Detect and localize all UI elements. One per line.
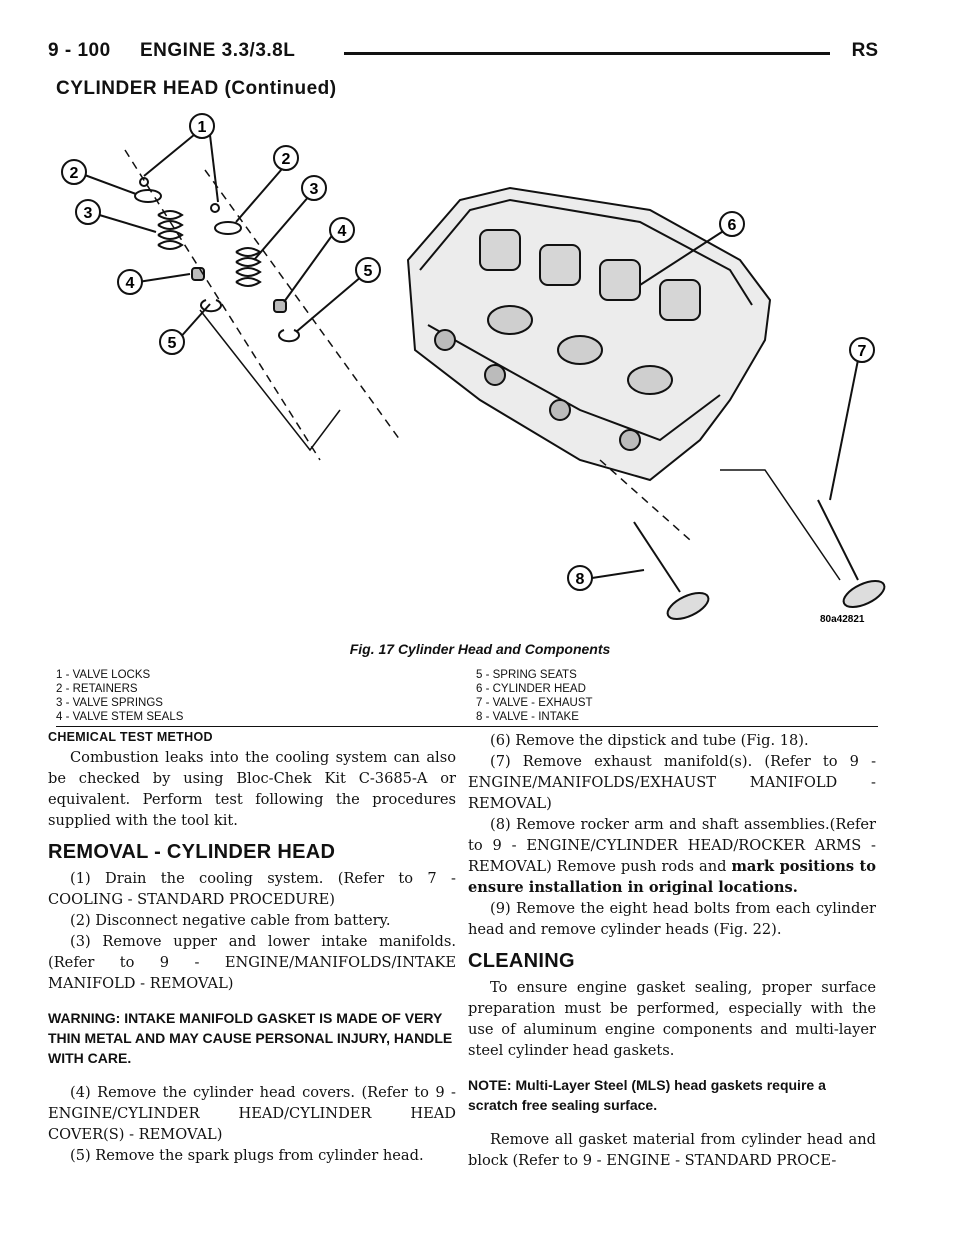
legend-item: 7 - VALVE - EXHAUST xyxy=(476,697,593,709)
legend-item: 3 - VALVE SPRINGS xyxy=(56,697,163,709)
svg-text:8: 8 xyxy=(575,571,585,588)
svg-text:6: 6 xyxy=(727,217,737,234)
step-4: (4) Remove the cylinder head covers. (Refer to 9 - ENGINE/CYLINDER HEAD/CYLINDER HEAD COVER(S) - REMOVAL) xyxy=(48,1084,456,1143)
header-rule xyxy=(344,52,830,55)
legend-item: 1 - VALVE LOCKS xyxy=(56,669,151,681)
callout-3b xyxy=(302,176,326,200)
left-column xyxy=(48,730,456,1166)
step-5: (5) Remove the spark plugs from cylinder head. xyxy=(70,1147,424,1164)
callout-8 xyxy=(568,566,592,590)
figure-code: 80a42821 xyxy=(820,614,865,625)
model-code: RS xyxy=(851,40,878,61)
callout-5b xyxy=(356,258,380,282)
valve-intake xyxy=(634,522,712,624)
right-column xyxy=(468,730,876,1171)
cylinder-head-illustration xyxy=(408,188,770,480)
svg-text:1: 1 xyxy=(197,119,207,136)
chemical-test-paragraph: Combustion leaks into the cooling system can also be checked by using Bloc-Chek Kit C-3685-A or equivalent. Perform test following the procedures supplied with the tool kit. xyxy=(48,749,456,829)
legend-right xyxy=(476,668,593,724)
callout-2a xyxy=(62,160,86,184)
step-7: (7) Remove exhaust manifold(s). (Refer to 9 - ENGINE/MANIFOLDS/EXHAUST MANIFOLD - REMOVAL) xyxy=(468,753,876,812)
callout-3a xyxy=(76,200,100,224)
cylinder-head-diagram xyxy=(40,110,890,630)
chemical-test-heading: CHEMICAL TEST METHOD xyxy=(48,730,213,744)
svg-text:4: 4 xyxy=(337,223,347,240)
legend-item: 2 - RETAINERS xyxy=(56,683,138,695)
warning-text: WARNING: INTAKE MANIFOLD GASKET IS MADE OF VERY THIN METAL AND MAY CAUSE PERSONAL INJURY, HANDLE WITH CARE. xyxy=(48,1010,453,1066)
removal-heading: REMOVAL - CYLINDER HEAD xyxy=(48,841,336,863)
callout-7 xyxy=(850,338,874,362)
gasket-removal-paragraph: Remove all gasket material from cylinder head and block (Refer to 9 - ENGINE - STANDARD PROCE- xyxy=(468,1131,876,1169)
step-2: (2) Disconnect negative cable from battery. xyxy=(70,912,391,929)
legend-item: 5 - SPRING SEATS xyxy=(476,669,577,681)
step-8 xyxy=(468,814,876,898)
step-9: (9) Remove the eight head bolts from each cylinder head and remove cylinder heads (Fig. 22). xyxy=(468,900,876,938)
svg-text:7: 7 xyxy=(857,343,867,360)
continued-heading: CYLINDER HEAD (Continued) xyxy=(56,78,337,99)
page-number: 9 - 100 xyxy=(48,40,111,61)
section-title: ENGINE 3.3/3.8L xyxy=(140,40,296,61)
step-8-emphasis: mark positions to ensure installation in original locations. xyxy=(468,858,877,896)
valve-exhaust xyxy=(818,500,888,612)
step-3: (3) Remove upper and lower intake manifolds. (Refer to 9 - ENGINE/MANIFOLDS/INTAKE MANIFOLD - REMOVAL) xyxy=(48,933,456,992)
cleaning-heading: CLEANING xyxy=(468,950,575,972)
figure-caption: Fig. 17 Cylinder Head and Components xyxy=(349,641,611,657)
page-header xyxy=(48,40,878,66)
callout-5a xyxy=(160,330,184,354)
cleaning-paragraph: To ensure engine gasket sealing, proper surface preparation must be performed, especially with the use of aluminum engine components and multi-layer steel cylinder head gaskets. xyxy=(468,979,876,1059)
callout-4a xyxy=(118,270,142,294)
legend-item: 4 - VALVE STEM SEALS xyxy=(56,711,184,723)
step-1: (1) Drain the cooling system. (Refer to 7 - COOLING - STANDARD PROCEDURE) xyxy=(48,870,456,908)
step-8-text: (8) Remove rocker arm and shaft assemblies.(Refer to 9 - ENGINE/CYLINDER HEAD/ROCKER ARMS - REMOVAL) Remove push rods and xyxy=(468,816,876,875)
legend-left xyxy=(56,668,183,724)
svg-text:5: 5 xyxy=(167,335,177,352)
callout-6 xyxy=(720,212,744,236)
callout-4b xyxy=(330,218,354,242)
valve-parts-left xyxy=(135,178,221,311)
legend-item: 6 - CYLINDER HEAD xyxy=(476,683,586,695)
note-text: NOTE: Multi-Layer Steel (MLS) head gaskets require a scratch free sealing surface. xyxy=(468,1077,826,1113)
svg-text:3: 3 xyxy=(83,205,93,222)
svg-text:4: 4 xyxy=(125,275,135,292)
callout-2b xyxy=(274,146,298,170)
step-6: (6) Remove the dipstick and tube (Fig. 18). xyxy=(490,732,809,749)
svg-text:2: 2 xyxy=(281,151,291,168)
legend-item: 8 - VALVE - INTAKE xyxy=(476,711,579,723)
svg-text:3: 3 xyxy=(309,181,319,198)
svg-text:2: 2 xyxy=(69,165,79,182)
svg-text:5: 5 xyxy=(363,263,373,280)
callout-1a xyxy=(190,114,214,138)
legend-rule xyxy=(56,726,878,727)
